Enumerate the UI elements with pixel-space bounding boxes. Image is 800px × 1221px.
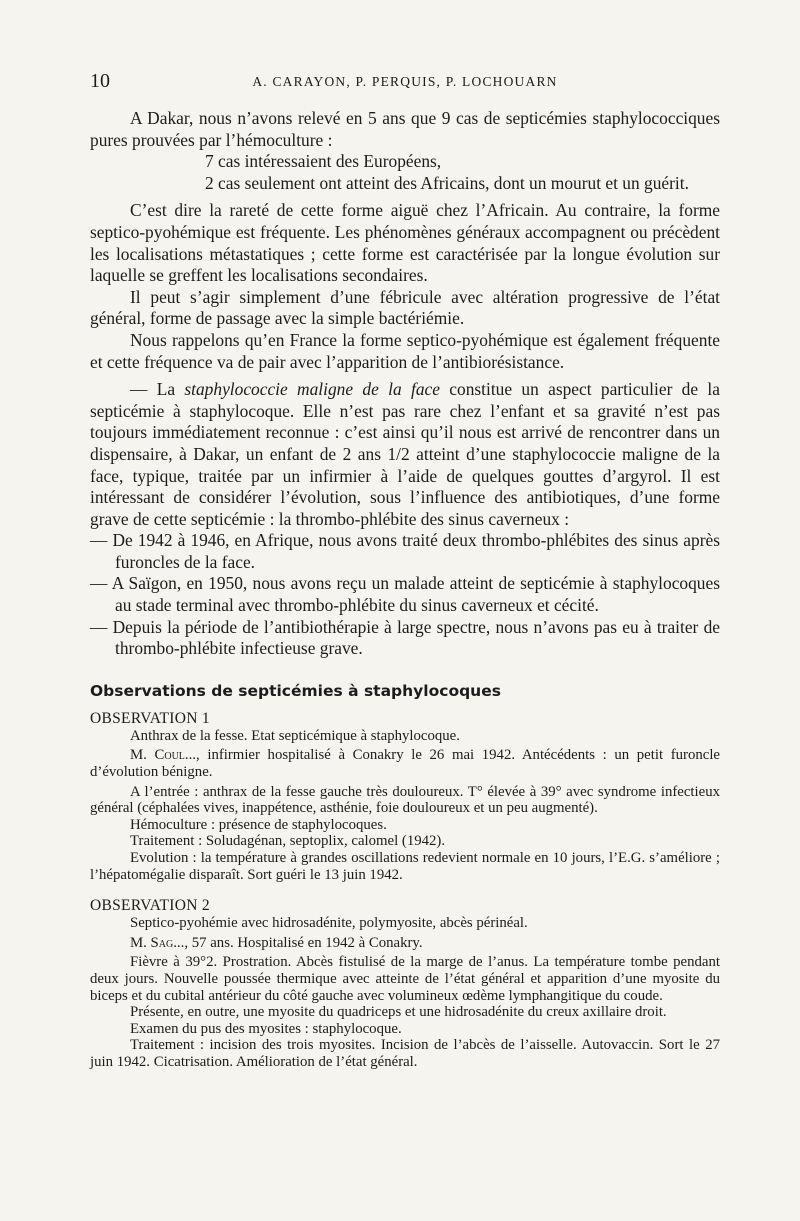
- obs2-line-3: Fièvre à 39°2. Prostration. Abcès fistulisé de la marge de l’anus. La température tombe pendant deux jours. Nouvelle poussée thermique avec atteinte de l’état général et apparition d’une myosite du biceps et du cubital antérieur du côté gauche avec volumineux œdème lymphangitique du coude.: [90, 954, 720, 1004]
- obs2-line-2: [90, 935, 720, 952]
- obs2-line-6: Traitement : incision des trois myosites. Incision de l’abcès de l’aisselle. Autovaccin. Sort le 27 juin 1942. Cicatrisation. Amélioration de l’état général.: [90, 1037, 720, 1070]
- obs1-line-3: A l’entrée : anthrax de la fesse gauche très douloureux. T° élevée à 39° avec syndrome infectieux général (céphalées vives, inappétence, asthénie, foie douloureux et un peu augmenté).: [90, 783, 720, 817]
- intro-list-item-2-text: 2 cas seulement ont atteint des Africains, dont un mourut et un guérit.: [205, 172, 689, 193]
- dash-item-2: — A Saïgon, en 1950, nous avons reçu un malade atteint de septicémie à staphylocoques au stade terminal avec thrombo-phlébite du sinus caverneux et cécité.: [90, 573, 720, 616]
- obs1-line-4: Hémoculture : présence de staphylocoques.: [130, 816, 387, 833]
- p5-italic: staphylococcie maligne de la face: [184, 379, 440, 400]
- intro-paragraph-2: C’est dire la rareté de cette forme aiguë chez l’Africain. Au contraire, la forme septico-pyohémique est fréquente. Les phénomènes généraux accompagnent ou précèdent les localisations métastatiques ; cette forme est caractérisée par la longue évolution sur laquelle se greffent les localisations secondaires.: [90, 200, 720, 286]
- p5-rest: constitue un aspect particulier de la septicémie à staphylocoque. Elle n’est pas rare chez l’enfant et sa gravité n’est pas toujours immédiatement reconnue : c’est ainsi qu’il nous est arrivé de rencontrer dans un dispensaire, à Dakar, un enfant de 2 ans 1/2 atteint d’une staphylococcie maligne de la face, typique, traitée par un infirmier à l’aide de quelques gouttes d’argyrol. Il est intéressant de considérer l’évolution, sous l’influence des antibiotiques, d’une forme grave de cette septicémie : la thrombo-phlébite des sinus caverneux :: [90, 379, 720, 529]
- obs1-line-5: Traitement : Soludagénan, septoplix, calomel (1942).: [130, 833, 446, 850]
- obs2-line-5: Examen du pus des myosites : staphylocoque.: [130, 1020, 402, 1037]
- intro-paragraph-5: [90, 379, 720, 530]
- page-body: [90, 108, 720, 1071]
- obs2-line-2-rest: 57 ans. Hospitalisé en 1942 à Conakry.: [191, 934, 423, 951]
- observation-2-title: OBSERVATION 2: [90, 897, 210, 915]
- p5-lead: — La: [130, 379, 176, 400]
- intro-paragraph-1: A Dakar, nous n’avons relevé en 5 ans que 9 cas de septicémies staphylococciques pures prouvées par l’hémoculture :: [90, 108, 720, 150]
- obs2-line-4: Présente, en outre, une myosite du quadriceps et une hidrosadénite du creux axillaire droit.: [130, 1004, 667, 1021]
- intro-list-item-2: [90, 173, 720, 195]
- obs1-line-2: [90, 747, 720, 780]
- intro-paragraph-4: Nous rappelons qu’en France la forme septico-pyohémique est également fréquente et cette fréquence va de pair avec l’apparition de l’antibiorésistance.: [90, 329, 720, 372]
- running-head: A. CARAYON, P. PERQUIS, P. LOCHOUARN: [252, 74, 558, 89]
- obs2-line-1: Septico-pyohémie avec hidrosadénite, polymyosite, abcès périnéal.: [130, 915, 528, 932]
- obs2-patient-name: M. Sag...,: [130, 934, 189, 951]
- obs1-line-1: Anthrax de la fesse. Etat septicémique à staphylocoque.: [130, 727, 460, 744]
- intro-list-item-1: 7 cas intéressaient des Européens,: [205, 151, 442, 172]
- page-number: 10: [90, 70, 110, 92]
- obs1-line-6: Evolution : la température à grandes oscillations redevient normale en 10 jours, l’E.G. s’améliore ; l’hépatomégalie disparaît. Sort guéri le 13 juin 1942.: [90, 850, 720, 883]
- page-header: [90, 70, 720, 94]
- dash-item-1: — De 1942 à 1946, en Afrique, nous avons traité deux thrombo-phlébites des sinus après furoncles de la face.: [90, 530, 720, 572]
- obs1-line-2-rest: infirmier hospitalisé à Conakry le 26 mai 1942. Antécédents : un petit furoncle d’évolution bénigne.: [90, 747, 720, 781]
- intro-paragraph-3: Il peut s’agir simplement d’une fébricule avec altération progressive de l’état général, forme de passage avec la simple bactériémie.: [90, 286, 720, 329]
- obs1-patient-name: M. Coul...,: [130, 747, 200, 764]
- section-heading: Observations de septicémies à staphylocoques: [90, 681, 501, 700]
- dash-item-3: — Depuis la période de l’antibiothérapie à large spectre, nous n’avons pas eu à traiter de thrombo-phlébite infectieuse grave.: [90, 616, 720, 659]
- observation-1-title: OBSERVATION 1: [90, 709, 210, 727]
